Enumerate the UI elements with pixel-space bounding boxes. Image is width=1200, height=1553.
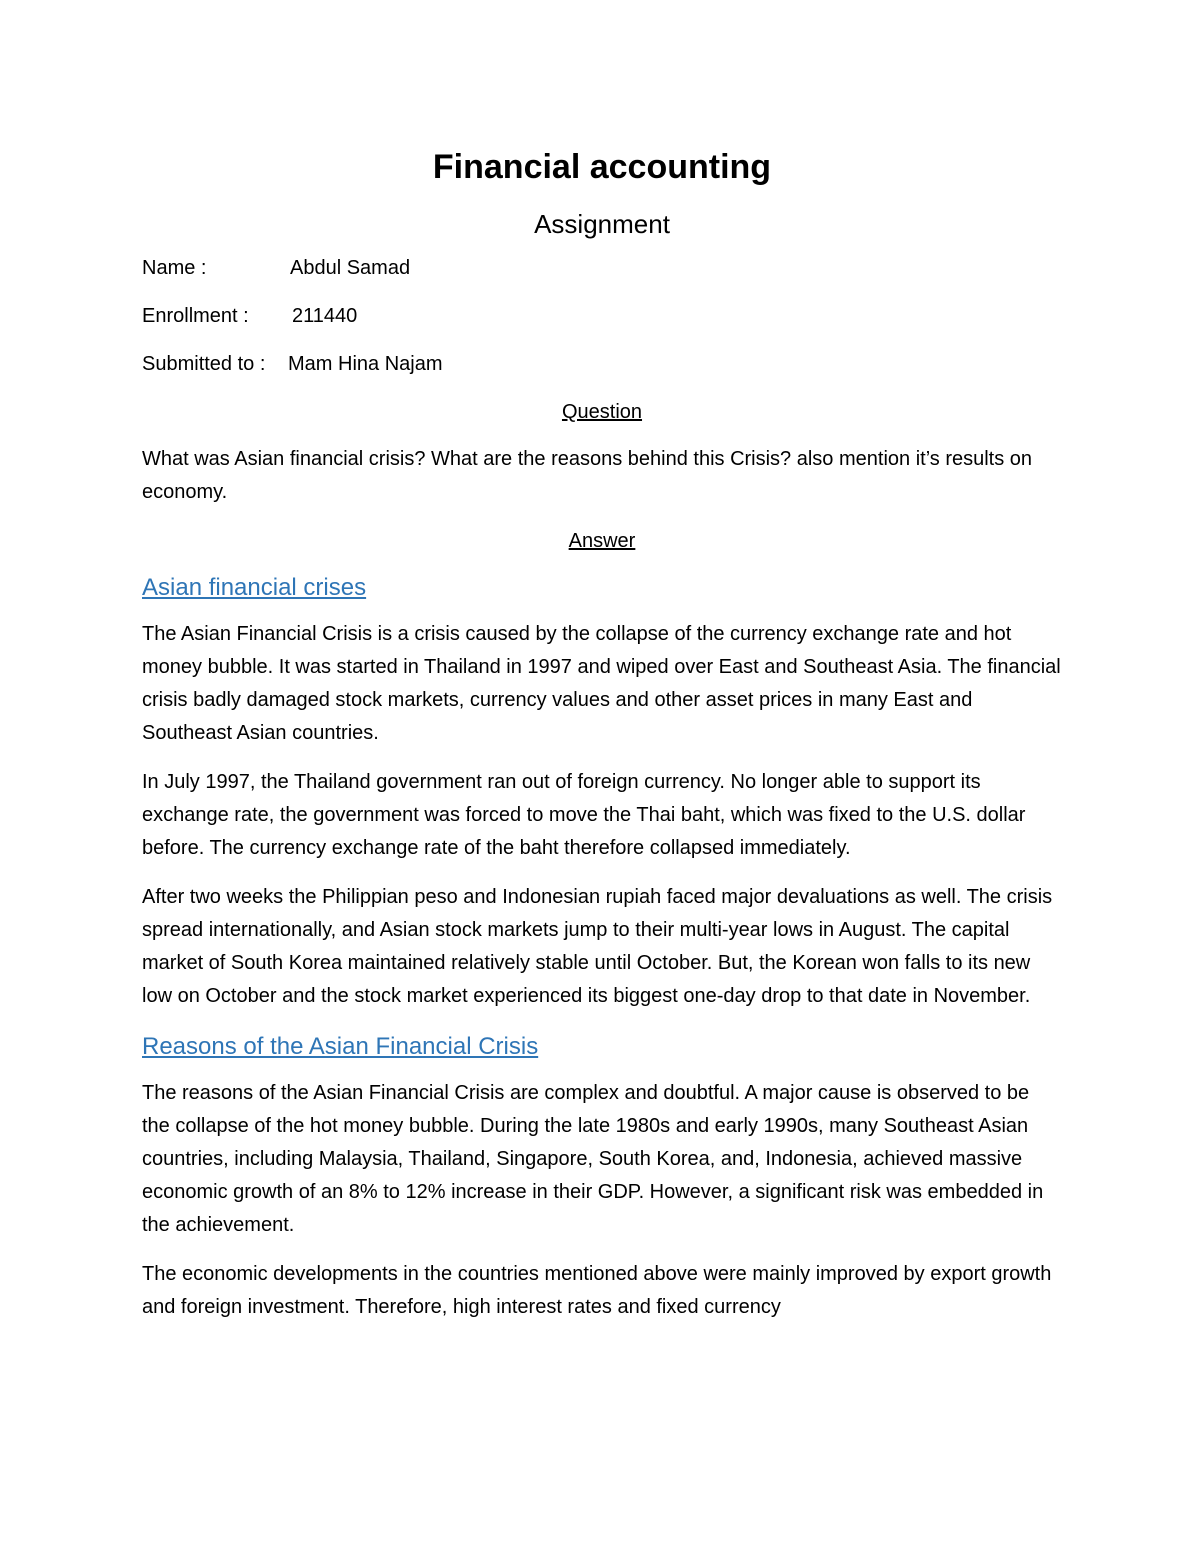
question-text: What was Asian financial crisis? What are the reasons behind this Crisis? also mention it’s results on economy.	[142, 448, 1033, 503]
document-title: Financial accounting	[432, 148, 772, 186]
enrollment-value: 211440	[292, 305, 358, 327]
section-heading-asian-financial-crises: Asian financial crises	[142, 574, 367, 601]
document-content	[142, 140, 1062, 1340]
enrollment-label: Enrollment :	[142, 305, 249, 327]
section2-paragraph: The reasons of the Asian Financial Crisis are complex and doubtful. A major cause is observed to be the collapse of the hot money bubble. During the late 1980s and early 1990s, many Southeast Asian countries, including Malaysia, Thailand, Singapore, South Korea, and, Indonesia, achieved massive economic growth of an 8% to 12% increase in their GDP. However, a significant risk was embedded in the achievement.	[142, 1082, 1044, 1236]
section2-paragraph: The economic developments in the countries mentioned above were mainly improved by export growth and foreign investment. Therefore, high interest rates and fixed currency	[142, 1263, 1052, 1318]
section1-paragraph: The Asian Financial Crisis is a crisis caused by the collapse of the currency exchange rate and hot money bubble. It was started in Thailand in 1997 and wiped over East and Southeast Asia. The financial crisis badly damaged stock markets, currency values and other asset prices in many East and Southeast Asian countries.	[142, 623, 1061, 744]
submitted-label: Submitted to :	[142, 353, 266, 375]
document-subtitle: Assignment	[534, 209, 670, 239]
section1-paragraph: After two weeks the Philippian peso and Indonesian rupiah faced major devaluations as well. The crisis spread internationally, and Asian stock markets jump to their multi-year lows in August. The capital market of South Korea maintained relatively stable until October. But, the Korean won falls to its new low on October and the stock market experienced its biggest one-day drop to that date in November.	[142, 886, 1053, 1007]
name-value: Abdul Samad	[290, 257, 411, 279]
section-heading-reasons: Reasons of the Asian Financial Crisis	[142, 1033, 539, 1060]
info-row-name	[142, 252, 1062, 284]
info-row-submitted	[142, 348, 1062, 380]
info-row-enrollment	[142, 300, 1062, 332]
question-label: Question	[561, 401, 643, 423]
name-label: Name :	[142, 257, 207, 279]
submitted-value: Mam Hina Najam	[288, 353, 443, 375]
answer-label: Answer	[568, 530, 636, 552]
section1-paragraph: In July 1997, the Thailand government ran out of foreign currency. No longer able to support its exchange rate, the government was forced to move the Thai baht, which was fixed to the U.S. dollar before. The currency exchange rate of the baht therefore collapsed immediately.	[142, 771, 1026, 859]
